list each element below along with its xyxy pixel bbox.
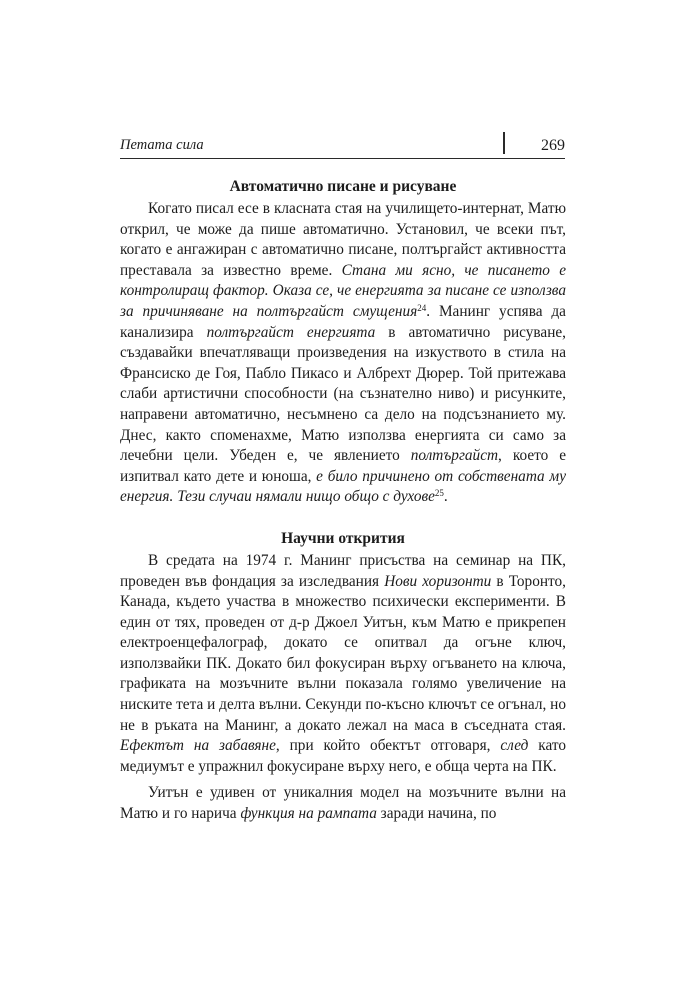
page-number: 269 — [541, 137, 565, 154]
text-run: в Торонто, Канада, където участва в множество психически експерименти. В един от тях, проведен от д-р Джоел Уитън, към Матю е прикрепен електроенцефалограф, докато се опитвал да огъне ключ, използвайки ПК. Докато бил фокусиран върху огъването на ключа, графиката на мозъчните вълни показала голямо увеличение на ниските тета и делта вълни. Секунди по-късно ключът се огънал, но не в ръката на Манинг, а докато лежал на маса в съседната стая. — [120, 572, 566, 734]
text-run: в автоматично рисуване, създавайки впечатляващи произведения на изкуството в стила на Франсиско де Гоя, Пабло Пикасо и Албрехт Дюрер. Той притежава слаби артистични способности (на съзнателно ниво) и рисунките, направени автоматично, несъмнено са дело на подсъзнанието му. Днес, както споменахме, Матю използва енергията си само за лечебни цели. Убеден е, че явлението — [120, 323, 566, 465]
italic-run: Нови хоризонти — [384, 572, 492, 590]
italic-run: Ефектът на забавяне — [120, 737, 276, 755]
running-head — [120, 136, 565, 159]
page-body — [120, 168, 566, 825]
header-divider — [503, 132, 505, 154]
text-run: Уитън е удивен от уникалния модел на мозъчните вълни на Матю и го нарича — [120, 784, 566, 823]
text-run: като медиумът е упражнил фокусиране върху него, е обща черта на ПК. — [120, 737, 566, 775]
text-run: . — [443, 488, 448, 506]
italic-run: функция на рампата — [240, 805, 377, 823]
italic-run: полтъргайст енергията — [206, 323, 376, 341]
running-title: Петата сила — [120, 137, 204, 153]
paragraph — [120, 551, 566, 778]
paragraph — [120, 199, 566, 508]
section-heading: Автоматично писане и рисуване — [229, 178, 457, 195]
text-run: , което е изпитвал като дете и юноша, — [120, 447, 566, 485]
text-run: заради начина, по — [376, 805, 497, 823]
text-run: . Манинг успява да канализира — [120, 302, 566, 341]
text-run: Когато писал есе в класната стая на училището-интернат, Матю открил, че може да пише автоматично. Установил, че всеки път, когато е ангажиран с автоматично писане, полтъргайст активността преставала за известно време. — [120, 200, 566, 279]
italic-run: след — [500, 737, 529, 755]
footnote-ref: 25 — [434, 488, 444, 499]
footnote-ref: 24 — [417, 302, 427, 313]
italic-run: е било причинено от собствената му енергия. Тези случаи нямали нищо общо с духове — [120, 467, 566, 506]
italic-run: Стана ми ясно, че писането е контролиращ фактор. Оказа се, че енергията за писане се използва за причиняване на полтъргайст смущения — [120, 261, 567, 320]
text-run: В средата на 1974 г. Манинг присъства на семинар на ПК, проведен във фондация за изследвания — [120, 551, 566, 590]
paragraph — [120, 783, 566, 824]
section-heading: Научни открития — [281, 529, 405, 547]
italic-run: полтъргайст — [410, 447, 499, 465]
text-run: , при който обектът отговаря, — [275, 737, 501, 755]
